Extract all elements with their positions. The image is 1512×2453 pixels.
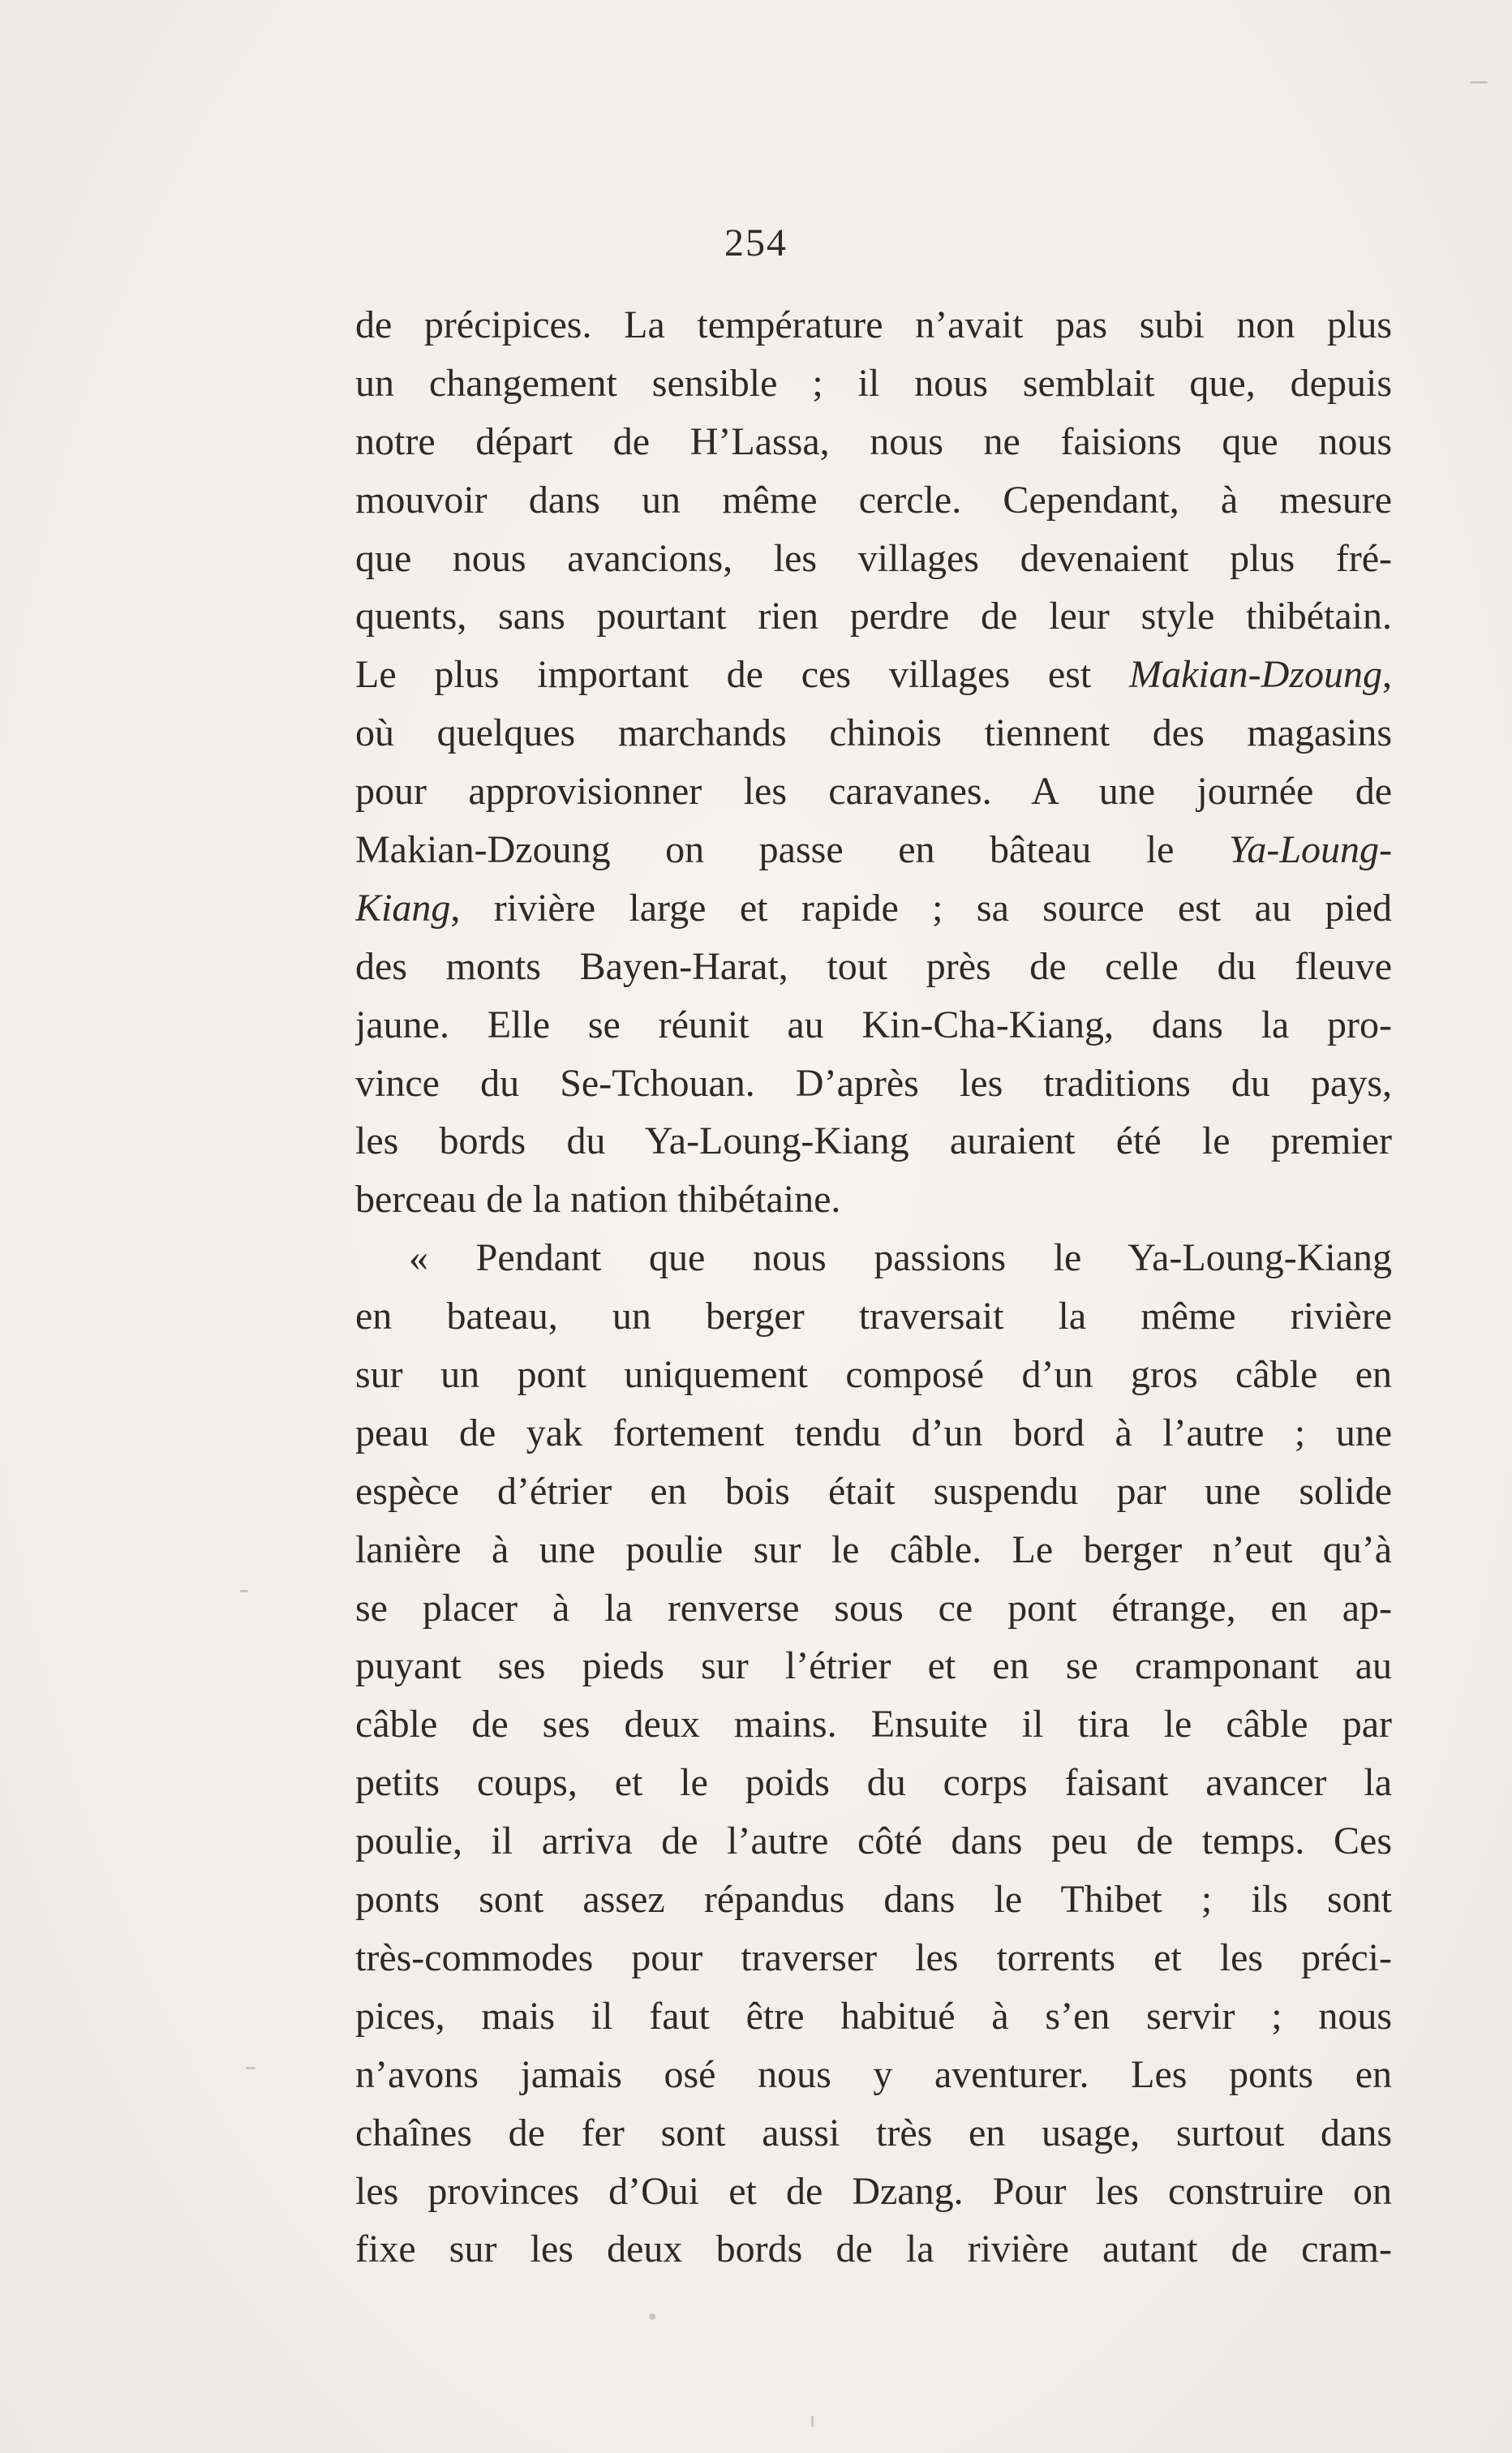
paper-mark: [649, 2313, 655, 2320]
text-span: vince du Se-Tchouan. D’après les traditions du pays,: [355, 1061, 1392, 1105]
text-span: un changement sensible ; il nous semblait que, depuis: [355, 361, 1392, 405]
text-span: Le plus important de ces villages est: [355, 653, 1130, 697]
italic-text: Makian-Dzoung: [1129, 653, 1382, 697]
text-line: [355, 530, 1392, 588]
text-line: [355, 296, 1392, 354]
text-line: [355, 938, 1392, 996]
text-span: berceau de la nation thibétaine.: [355, 1178, 841, 1222]
page-number: 254: [724, 221, 788, 264]
text-span: n’avons jamais osé nous y aventurer. Les ponts en: [355, 2052, 1392, 2096]
text-line: [355, 1287, 1392, 1346]
text-span: espèce d’étrier en bois était suspendu par une solide: [355, 1469, 1392, 1513]
text-line: [355, 646, 1392, 704]
text-line: [355, 2220, 1392, 2279]
text-span: très-commodes pour traverser les torrents et les préci-: [355, 1935, 1392, 1979]
text-line: [355, 763, 1392, 821]
text-span: se placer à la renverse sous ce pont étrange, en ap-: [355, 1586, 1392, 1630]
text-line: [355, 2163, 1392, 2221]
text-line: [355, 1871, 1392, 1929]
text-span: peau de yak fortement tendu d’un bord à l’autre ; une: [355, 1411, 1392, 1454]
text-line: [355, 1171, 1392, 1229]
text-line: [355, 996, 1392, 1055]
text-line: [355, 471, 1392, 530]
text-line: [355, 1463, 1392, 1521]
text-line: [355, 1346, 1392, 1404]
text-line: [355, 1987, 1392, 2046]
text-line: [355, 587, 1392, 646]
text-span: que nous avancions, les villages devenaient plus fré-: [355, 536, 1392, 580]
text-line: [355, 1521, 1392, 1579]
text-line: [355, 1754, 1392, 1812]
text-line: [355, 1404, 1392, 1463]
text-span: notre départ de H’Lassa, nous ne faisions que nous: [355, 419, 1392, 463]
text-span: poulie, il arriva de l’autre côté dans peu de temps. Ces: [355, 1819, 1392, 1863]
text-line: [355, 1695, 1392, 1754]
text-line: [355, 704, 1392, 763]
text-line: [355, 1929, 1392, 1987]
text-span: de précipices. La température n’avait pas subi non plus: [355, 303, 1392, 346]
paper-mark: [1470, 81, 1488, 84]
text-span: pour approvisionner les caravanes. A une journée de: [355, 770, 1392, 814]
text-span: , rivière large et rapide ; sa source est au pied: [450, 886, 1392, 930]
text-span: où quelques marchands chinois tiennent des magasins: [355, 711, 1392, 755]
paper-mark: [246, 2067, 256, 2069]
text-span: quents, sans pourtant rien perdre de leur style thibétain.: [355, 595, 1392, 638]
text-span: petits coups, et le poids du corps faisant avancer la: [355, 1761, 1392, 1805]
text-span: des monts Bayen-Harat, tout près de celle du fleuve: [355, 944, 1392, 988]
text-line: [355, 1055, 1392, 1113]
text-line: [355, 2046, 1392, 2104]
italic-text: Kiang: [355, 886, 451, 930]
text-line: [355, 2104, 1392, 2163]
text-span: les bords du Ya-Loung-Kiang auraient été le premier: [355, 1119, 1392, 1163]
text-line: [355, 1579, 1392, 1638]
text-line: [355, 354, 1392, 413]
text-span: mouvoir dans un même cercle. Cependant, à mesure: [355, 478, 1392, 522]
text-span: chaînes de fer sont aussi très en usage, surtout dans: [355, 2111, 1392, 2154]
text-span: ,: [1382, 653, 1392, 697]
text-span: Makian-Dzoung on passe en bâteau le: [355, 828, 1230, 872]
body-text: [355, 296, 1392, 2279]
text-line: [355, 879, 1392, 938]
text-span: câble de ses deux mains. Ensuite il tira le câble par: [355, 1703, 1392, 1746]
text-span: « Pendant que nous passions le Ya-Loung-Kiang: [409, 1236, 1392, 1280]
text-span: fixe sur les deux bords de la rivière autant de cram-: [355, 2227, 1392, 2271]
paper-mark: [240, 1590, 248, 1592]
text-line: [355, 1112, 1392, 1171]
text-span: puyant ses pieds sur l’étrier et en se cramponant au: [355, 1644, 1392, 1688]
italic-text: Ya-Loung-: [1229, 828, 1392, 872]
text-span: sur un pont uniquement composé d’un gros câble en: [355, 1353, 1392, 1397]
text-line: [355, 1229, 1392, 1287]
text-span: en bateau, un berger traversait la même rivière: [355, 1295, 1392, 1338]
text-span: les provinces d’Oui et de Dzang. Pour les construire on: [355, 2169, 1392, 2213]
text-line: [355, 821, 1392, 879]
text-span: lanière à une poulie sur le câble. Le berger n’eut qu’à: [355, 1527, 1392, 1571]
text-span: ponts sont assez répandus dans le Thibet ; ils sont: [355, 1878, 1392, 1922]
text-span: jaune. Elle se réunit au Kin-Cha-Kiang, dans la pro-: [355, 1003, 1392, 1046]
paper-mark: [811, 2416, 814, 2427]
text-line: [355, 1812, 1392, 1871]
text-line: [355, 1637, 1392, 1695]
text-span: pices, mais il faut être habitué à s’en servir ; nous: [355, 1994, 1392, 2038]
text-line: [355, 413, 1392, 471]
